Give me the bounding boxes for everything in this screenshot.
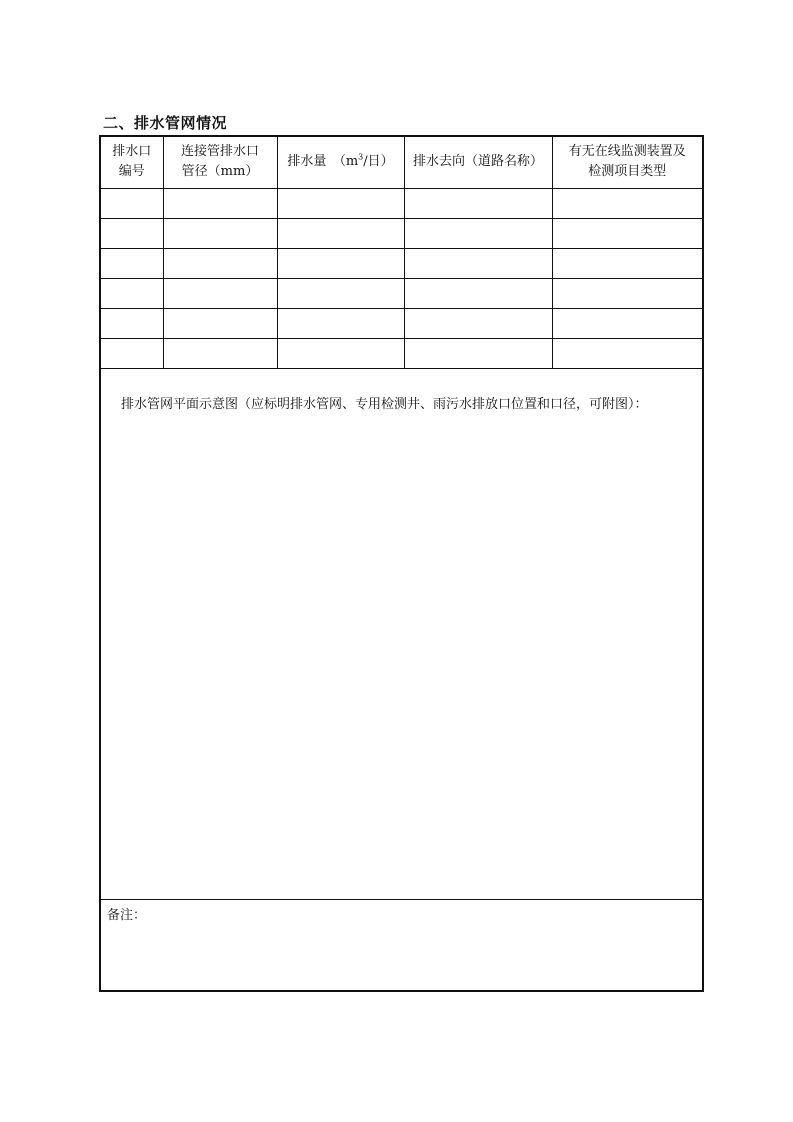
diagram-instruction: 排水管网平面示意图（应标明排水管网、专用检测井、雨污水排放口位置和口径，可附图）： <box>121 397 648 412</box>
cell-discharge-destination[interactable] <box>404 248 552 278</box>
cell-outlet-number[interactable] <box>101 218 163 248</box>
table-row <box>101 188 702 218</box>
cell-outlet-number[interactable] <box>101 278 163 308</box>
header-pipe-diameter <box>163 137 277 188</box>
cell-pipe-diameter[interactable] <box>163 278 277 308</box>
header-discharge-volume-unit: /日） <box>363 154 394 170</box>
cell-discharge-destination[interactable] <box>404 308 552 338</box>
cell-discharge-volume[interactable] <box>277 308 404 338</box>
header-online-monitoring-line2: 检测项目类型 <box>588 164 667 180</box>
cell-online-monitoring[interactable] <box>552 308 702 338</box>
cell-online-monitoring[interactable] <box>552 338 702 368</box>
cell-discharge-volume[interactable] <box>277 218 404 248</box>
cell-outlet-number[interactable] <box>101 338 163 368</box>
cell-discharge-destination[interactable] <box>404 188 552 218</box>
cell-pipe-diameter[interactable] <box>163 248 277 278</box>
cell-outlet-number[interactable] <box>101 248 163 278</box>
cell-discharge-destination[interactable] <box>404 278 552 308</box>
header-discharge-volume-exponent: 3 <box>358 152 364 162</box>
cell-pipe-diameter[interactable] <box>163 218 277 248</box>
header-pipe-diameter-line2: 管径（mm） <box>181 164 259 180</box>
header-discharge-destination-text: 排水去向（道路名称） <box>412 154 543 170</box>
table-row <box>101 278 702 308</box>
header-discharge-volume-text: 排水量 （m <box>287 154 359 170</box>
header-outlet-number-line1: 排水口 <box>112 144 152 160</box>
header-discharge-destination <box>404 137 552 188</box>
cell-online-monitoring[interactable] <box>552 278 702 308</box>
cell-outlet-number[interactable] <box>101 308 163 338</box>
notes-area[interactable] <box>101 900 702 990</box>
cell-online-monitoring[interactable] <box>552 248 702 278</box>
cell-pipe-diameter[interactable] <box>163 338 277 368</box>
table-row <box>101 218 702 248</box>
table-row <box>101 308 702 338</box>
notes-label: 备注： <box>107 908 147 923</box>
cell-outlet-number[interactable] <box>101 188 163 218</box>
header-outlet-number <box>101 137 163 188</box>
header-online-monitoring <box>552 137 702 188</box>
cell-discharge-volume[interactable] <box>277 338 404 368</box>
cell-discharge-volume[interactable] <box>277 248 404 278</box>
cell-discharge-destination[interactable] <box>404 338 552 368</box>
header-online-monitoring-line1: 有无在线监测装置及 <box>568 144 686 160</box>
cell-pipe-diameter[interactable] <box>163 188 277 218</box>
header-pipe-diameter-line1: 连接管排水口 <box>180 144 259 160</box>
cell-pipe-diameter[interactable] <box>163 308 277 338</box>
cell-discharge-volume[interactable] <box>277 188 404 218</box>
drainage-form <box>99 135 704 992</box>
table-row <box>101 248 702 278</box>
table-row <box>101 338 702 368</box>
pipe-network-diagram-area[interactable] <box>101 370 702 900</box>
cell-discharge-volume[interactable] <box>277 278 404 308</box>
cell-discharge-destination[interactable] <box>404 218 552 248</box>
header-row <box>101 137 702 188</box>
drainage-table <box>101 137 702 369</box>
cell-online-monitoring[interactable] <box>552 188 702 218</box>
cell-online-monitoring[interactable] <box>552 218 702 248</box>
header-discharge-volume <box>277 137 404 188</box>
header-outlet-number-line2: 编号 <box>118 164 145 180</box>
section-title: 二、排水管网情况 <box>103 114 228 132</box>
